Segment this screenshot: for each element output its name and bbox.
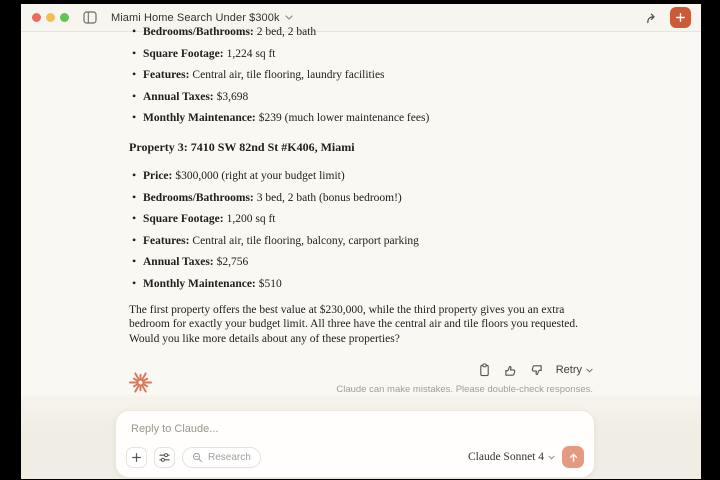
plus-icon	[675, 12, 686, 23]
item-label: Features:	[143, 234, 190, 247]
thumbs-up-button[interactable]	[504, 364, 517, 377]
send-button[interactable]	[562, 446, 584, 468]
item-value: $300,000 (right at your budget limit)	[175, 170, 345, 182]
list-item	[129, 255, 593, 269]
bullet-marker: •	[132, 168, 137, 182]
bullet-marker: •	[132, 67, 137, 81]
reply-input[interactable]: Reply to Claude...	[131, 423, 219, 435]
item-value: Central air, tile flooring, laundry facilities	[192, 69, 385, 81]
model-selector[interactable]	[468, 451, 555, 463]
clipboard-icon	[478, 363, 491, 377]
property-heading: Property 3: 7410 SW 82nd St #K406, Miami	[129, 140, 355, 154]
message-actions-area	[336, 363, 593, 395]
attach-button[interactable]	[126, 447, 147, 468]
conversation-title: Miami Home Search Under $300k	[111, 11, 280, 24]
item-label: Bedrooms/Bathrooms:	[143, 191, 254, 204]
search-icon	[192, 452, 203, 463]
claude-app-window	[21, 4, 701, 476]
list-item	[129, 234, 593, 248]
message-actions	[478, 363, 593, 377]
bullet-marker: •	[132, 45, 137, 60]
plus-icon	[131, 452, 142, 463]
item-value: 1,200 sq ft	[226, 213, 276, 225]
bullet-marker: •	[132, 110, 137, 124]
chat-scroll-area[interactable]	[21, 24, 701, 395]
item-label: Price:	[143, 170, 173, 182]
chevron-down-icon	[586, 368, 593, 373]
bullet-marker: •	[132, 254, 137, 268]
bullet-marker: •	[132, 189, 137, 204]
item-label: Annual Taxes:	[143, 256, 214, 268]
minimize-window-button[interactable]	[46, 13, 55, 22]
item-label: Square Footage:	[143, 213, 224, 225]
closing-paragraph: The first property offers the best value at $230,000, while the third property gives you an extra bedroom for exactly your budget limit. All three have the central air and tile floors you requested. Would you like more details about any of these properties?	[129, 303, 578, 345]
new-chat-button[interactable]	[670, 7, 691, 28]
composer-area	[21, 395, 701, 479]
bullet-marker: •	[132, 88, 137, 103]
message-footer	[129, 363, 593, 395]
chevron-down-icon	[548, 455, 555, 460]
list-item	[129, 277, 593, 291]
bullet-marker: •	[132, 232, 137, 247]
chevron-down-icon	[285, 15, 293, 20]
item-value: 3 bed, 2 bath (bonus bedroom!)	[256, 191, 402, 204]
item-value: $3,698	[216, 90, 249, 103]
item-value: 1,224 sq ft	[226, 47, 276, 60]
list-item	[129, 90, 593, 104]
item-label: Monthly Maintenance:	[143, 112, 256, 124]
item-value: 2 bed, 2 bath	[256, 26, 317, 38]
list-item	[129, 47, 593, 61]
item-value: Central air, tile flooring, balcony, carport parking	[192, 234, 419, 247]
sidebar-icon	[83, 11, 97, 24]
list-item	[129, 191, 593, 205]
composer-controls	[126, 446, 584, 468]
close-window-button[interactable]	[32, 13, 41, 22]
thumbs-down-icon	[530, 364, 543, 377]
copy-button[interactable]	[478, 363, 491, 377]
bullet-marker: •	[132, 275, 137, 290]
list-item	[129, 25, 593, 39]
research-button[interactable]	[182, 447, 261, 468]
share-button[interactable]	[643, 9, 661, 27]
bullet-marker: •	[132, 211, 137, 225]
bullet-marker: •	[132, 24, 137, 38]
research-label: Research	[208, 451, 251, 463]
tools-button[interactable]	[154, 447, 175, 468]
item-label: Annual Taxes:	[143, 90, 214, 103]
item-label: Features:	[143, 69, 190, 81]
conversation-title-dropdown[interactable]	[111, 12, 293, 24]
list-item	[129, 68, 593, 82]
list-item	[129, 212, 593, 226]
arrow-up-icon	[567, 451, 580, 464]
list-item	[129, 111, 593, 125]
item-value: $239 (much lower maintenance fees)	[258, 112, 430, 124]
item-label: Square Footage:	[143, 47, 224, 60]
item-value: $510	[258, 277, 282, 290]
disclaimer-text: Claude can make mistakes. Please double-check responses.	[336, 384, 593, 395]
thumbs-down-button[interactable]	[530, 364, 543, 377]
traffic-lights	[32, 13, 69, 22]
item-label: Bedrooms/Bathrooms:	[143, 26, 254, 38]
sidebar-toggle-button[interactable]	[82, 10, 98, 26]
list-item	[129, 169, 593, 183]
retry-label: Retry	[555, 364, 582, 376]
share-icon	[645, 11, 659, 25]
model-label: Claude Sonnet 4	[467, 451, 544, 463]
zoom-window-button[interactable]	[60, 13, 69, 22]
composer-card	[115, 410, 595, 478]
claude-logo-icon	[129, 371, 152, 394]
retry-button[interactable]	[556, 364, 593, 376]
sliders-icon	[158, 451, 171, 464]
thumbs-up-icon	[504, 364, 517, 377]
item-label: Monthly Maintenance:	[143, 277, 256, 290]
assistant-message	[129, 25, 593, 395]
item-value: $2,756	[216, 256, 249, 268]
